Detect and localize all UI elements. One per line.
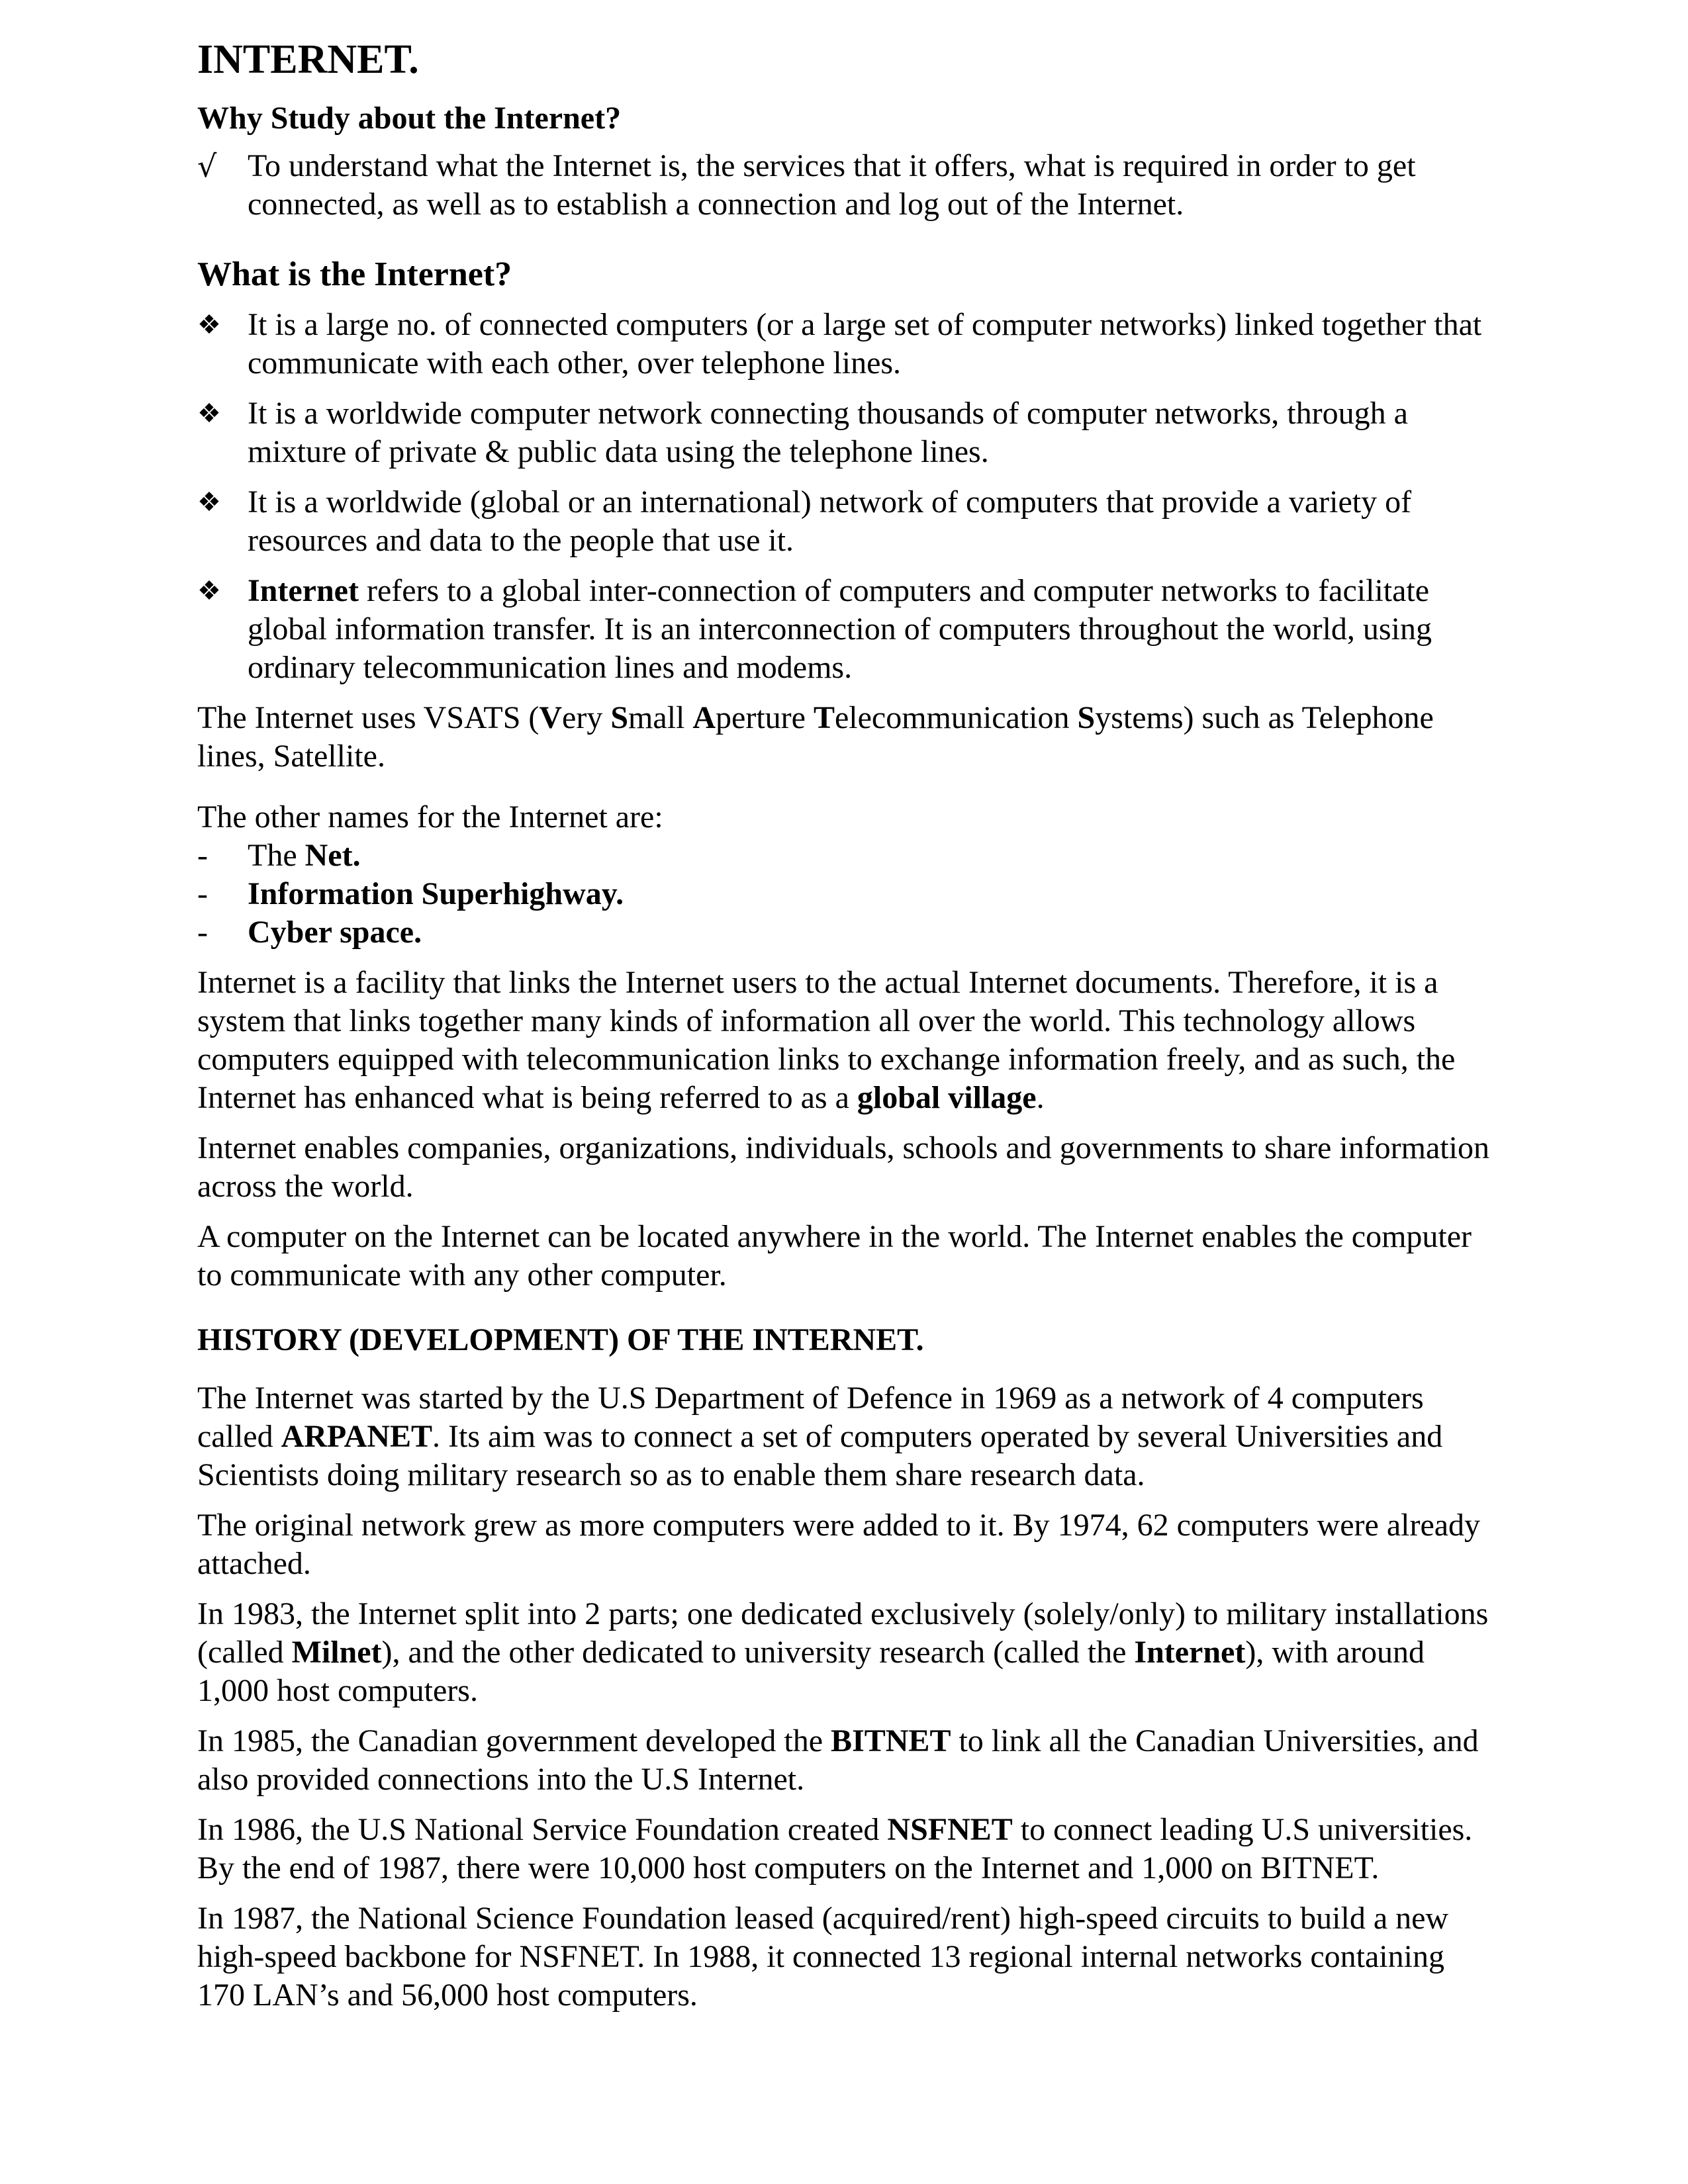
vsats-paragraph: [197, 699, 1495, 776]
text-span: ), with around 1,000 host computers.: [197, 1635, 1425, 1708]
anywhere-paragraph: A computer on the Internet can be located anywhere in the world. The Internet enables the computer to communicate with any other computer.: [197, 1219, 1472, 1293]
history-heading: HISTORY (DEVELOPMENT) OF THE INTERNET.: [197, 1322, 924, 1357]
other-name-item: [197, 913, 1495, 952]
text-span: The Internet was started by the U.S Department of Defence in 1969 as a network of 4 computers called: [197, 1381, 1424, 1454]
text-span: .: [1036, 1080, 1045, 1115]
bold-letter: S: [610, 700, 629, 735]
history-paragraph: The original network grew as more computers were added to it. By 1974, 62 computers were already attached.: [197, 1508, 1481, 1581]
text-span: . Its aim was to connect a set of computers operated by several Universities and Scientists doing military research so as to enable them share research data.: [197, 1419, 1443, 1492]
text-span: In 1983, the Internet split into 2 parts; one dedicated exclusively (solely/only) to military installations (called: [197, 1596, 1489, 1670]
bold-term: BITNET: [831, 1723, 951, 1758]
diamond-bullet-icon: ❖: [197, 310, 221, 340]
bullet-item: [197, 394, 1495, 471]
history-paragraph: [197, 1811, 1495, 1888]
bold-term: Cyber space.: [248, 915, 422, 950]
bold-letter: T: [813, 700, 835, 735]
what-is-heading: What is the Internet?: [197, 255, 512, 293]
bold-letter: A: [692, 700, 716, 735]
bullet-text: It is a worldwide (global or an international) network of computers that provide a variety of resources and data to the people that use it.: [248, 484, 1412, 558]
bold-term: ARPANET: [281, 1419, 433, 1454]
bold-term: Net.: [305, 838, 361, 873]
dash-bullet: -: [197, 876, 208, 911]
share-paragraph: Internet enables companies, organizations, individuals, schools and governments to share information across the world.: [197, 1130, 1489, 1204]
bullet-text: [248, 573, 1432, 685]
bold-letter: S: [1077, 700, 1096, 735]
diamond-bullet-icon: ❖: [197, 398, 221, 429]
text-span: ), and the other dedicated to university research (called the: [381, 1635, 1135, 1670]
text-span: ery: [562, 700, 611, 735]
bold-term: Internet: [248, 573, 359, 608]
why-study-item: [197, 147, 1495, 224]
text-span: elecommunication: [834, 700, 1078, 735]
text-span: ystems) such as Telephone lines, Satellite.: [197, 700, 1434, 774]
history-paragraph: [197, 1722, 1495, 1799]
page-title: INTERNET.: [197, 37, 419, 82]
document-page: [197, 33, 1495, 2026]
bullet-text-rest: refers to a global inter-connection of computers and computer networks to facilitate global information transfer. It is an interconnection of computers throughout the world, using ordinary telecommunication lines and modems.: [248, 573, 1432, 685]
facility-paragraph: [197, 964, 1495, 1117]
dash-bullet: -: [197, 838, 208, 873]
bold-term: Internet: [1134, 1635, 1246, 1670]
bold-term: Milnet: [291, 1635, 382, 1670]
text-span: The: [248, 838, 305, 873]
dash-bullet: -: [197, 915, 208, 950]
diamond-bullet-icon: ❖: [197, 487, 221, 518]
bold-term: Information Superhighway.: [248, 876, 624, 911]
bullet-item: [197, 572, 1495, 687]
text-span: In 1986, the U.S National Service Foundation created: [197, 1812, 888, 1847]
text-span: perture: [716, 700, 814, 735]
bullet-text: It is a worldwide computer network connecting thousands of computer networks, through a mixture of private & public data using the telephone lines.: [248, 396, 1408, 469]
bullet-item: [197, 306, 1495, 383]
why-study-text: To understand what the Internet is, the services that it offers, what is required in order to get connected, as well as to establish a connection and log out of the Internet.: [248, 148, 1416, 222]
text-span: In 1985, the Canadian government developed the: [197, 1723, 831, 1758]
vsats-prefix: The Internet uses VSATS (: [197, 700, 539, 735]
text-span: mall: [628, 700, 693, 735]
bold-letter: V: [539, 700, 563, 735]
why-study-heading: Why Study about the Internet?: [197, 101, 622, 136]
text-span: to link all the Canadian Universities, and also provided connections into the U.S Internet.: [197, 1723, 1479, 1797]
other-names-intro: The other names for the Internet are:: [197, 799, 663, 835]
other-name-item: [197, 875, 1495, 913]
diamond-bullet-icon: ❖: [197, 576, 221, 606]
history-paragraph: [197, 1379, 1495, 1494]
other-name-item: [197, 837, 1495, 875]
text-span: Internet is a facility that links the Internet users to the actual Internet documents. Therefore, it is a system that links together many kinds of information all over the world. This technology allows computers equipped with telecommunication links to exchange information freely, and as such, the Internet has enhanced what is being referred to as a: [197, 965, 1456, 1115]
check-mark-icon: √: [197, 148, 217, 184]
bullet-text: It is a large no. of connected computers (or a large set of computer networks) linked together that communicate with each other, over telephone lines.: [248, 307, 1482, 381]
text-span: to connect leading U.S universities. By the end of 1987, there were 10,000 host computers on the Internet and 1,000 on BITNET.: [197, 1812, 1473, 1886]
history-paragraph: In 1987, the National Science Foundation leased (acquired/rent) high-speed circuits to build a new high-speed backbone for NSFNET. In 1988, it connected 13 regional internal networks containing 170 LAN’s and 56,000 host computers.: [197, 1901, 1449, 2013]
bold-term: global village: [857, 1080, 1037, 1115]
bullet-item: [197, 483, 1495, 560]
history-paragraph: [197, 1595, 1495, 1710]
bold-term: NSFNET: [887, 1812, 1013, 1847]
